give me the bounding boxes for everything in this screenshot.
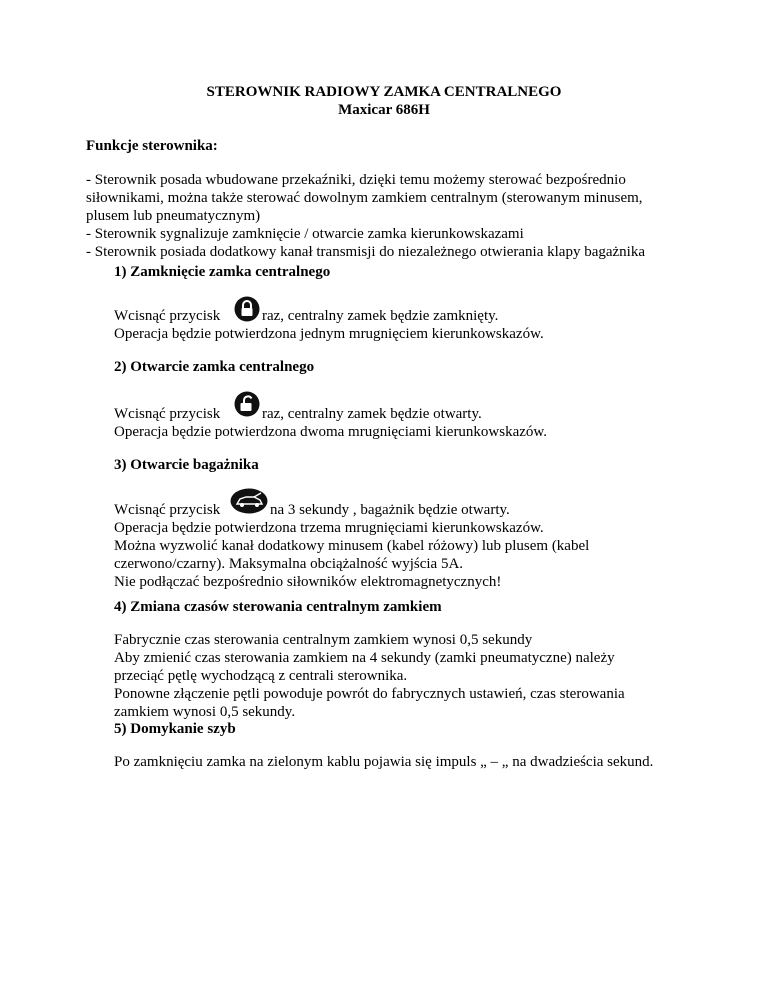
section5-line: Po zamknięciu zamka na zielonym kablu pojawia się impuls „ – „ na dwadzieścia sekund. bbox=[114, 754, 654, 770]
section3-heading: 3) Otwarcie bagażnika bbox=[114, 457, 259, 473]
functions-line: siłownikami, można także sterować dowolnym zamkiem centralnym (sterowanym minusem, bbox=[86, 190, 643, 206]
section2-press-prefix: Wcisnąć przycisk bbox=[114, 406, 221, 422]
section1-press-suffix: raz, centralny zamek będzie zamknięty. bbox=[262, 308, 499, 324]
functions-line: - Sterownik posada wbudowane przekaźniki, dzięki temu możemy sterować bezpośrednio bbox=[86, 172, 626, 188]
section4-line: zamkiem wynosi 0,5 sekundy. bbox=[114, 704, 296, 720]
document-subtitle: Maxicar 686H bbox=[338, 102, 430, 118]
section5-heading: 5) Domykanie szyb bbox=[114, 721, 236, 737]
section4-line: Fabrycznie czas sterowania centralnym zamkiem wynosi 0,5 sekundy bbox=[114, 632, 533, 648]
section4-line: przeciąć pętlę wychodzącą z centrali sterownika. bbox=[114, 668, 408, 684]
section4-line: Ponowne złączenie pętli powoduje powrót do fabrycznych ustawień, czas sterowania bbox=[114, 686, 625, 702]
section3-line: Można wyzwolić kanał dodatkowy minusem (kabel różowy) lub plusem (kabel bbox=[114, 538, 590, 554]
section4-line: Aby zmienić czas sterowania zamkiem na 4 sekundy (zamki pneumatyczne) należy bbox=[114, 650, 615, 666]
section3-line: czerwono/czarny). Maksymalna obciążalność wyjścia 5A. bbox=[114, 556, 464, 572]
section1-press-prefix: Wcisnąć przycisk bbox=[114, 308, 221, 324]
document-title: STEROWNIK RADIOWY ZAMKA CENTRALNEGO bbox=[206, 84, 562, 100]
section2-line2: Operacja będzie potwierdzona dwoma mrugnięciami kierunkowskazów. bbox=[114, 424, 548, 440]
section4-heading: 4) Zmiana czasów sterowania centralnym zamkiem bbox=[114, 599, 442, 615]
section1-heading: 1) Zamknięcie zamka centralnego bbox=[114, 264, 331, 280]
functions-line: - Sterownik posiada dodatkowy kanał transmisji do niezależnego otwierania klapy bagażnika bbox=[86, 244, 645, 260]
section3-press-suffix: na 3 sekundy , bagażnik będzie otwarty. bbox=[270, 502, 510, 518]
section2-heading: 2) Otwarcie zamka centralnego bbox=[114, 359, 315, 375]
functions-heading: Funkcje sterownika: bbox=[86, 138, 218, 154]
section3-line: Nie podłączać bezpośrednio siłowników elektromagnetycznych! bbox=[114, 574, 502, 590]
section1-line2: Operacja będzie potwierdzona jednym mrugnięciem kierunkowskazów. bbox=[114, 326, 544, 342]
functions-line: - Sterownik sygnalizuje zamknięcie / otwarcie zamka kierunkowskazami bbox=[86, 226, 524, 242]
section2-press-suffix: raz, centralny zamek będzie otwarty. bbox=[262, 406, 482, 422]
lock-closed-icon bbox=[234, 296, 260, 322]
section3-line: Operacja będzie potwierdzona trzema mrugnięciami kierunkowskazów. bbox=[114, 520, 544, 536]
functions-line: plusem lub pneumatycznym) bbox=[86, 208, 261, 224]
section3-press-prefix: Wcisnąć przycisk bbox=[114, 502, 221, 518]
car-trunk-icon bbox=[230, 488, 268, 514]
lock-open-icon bbox=[234, 391, 260, 417]
